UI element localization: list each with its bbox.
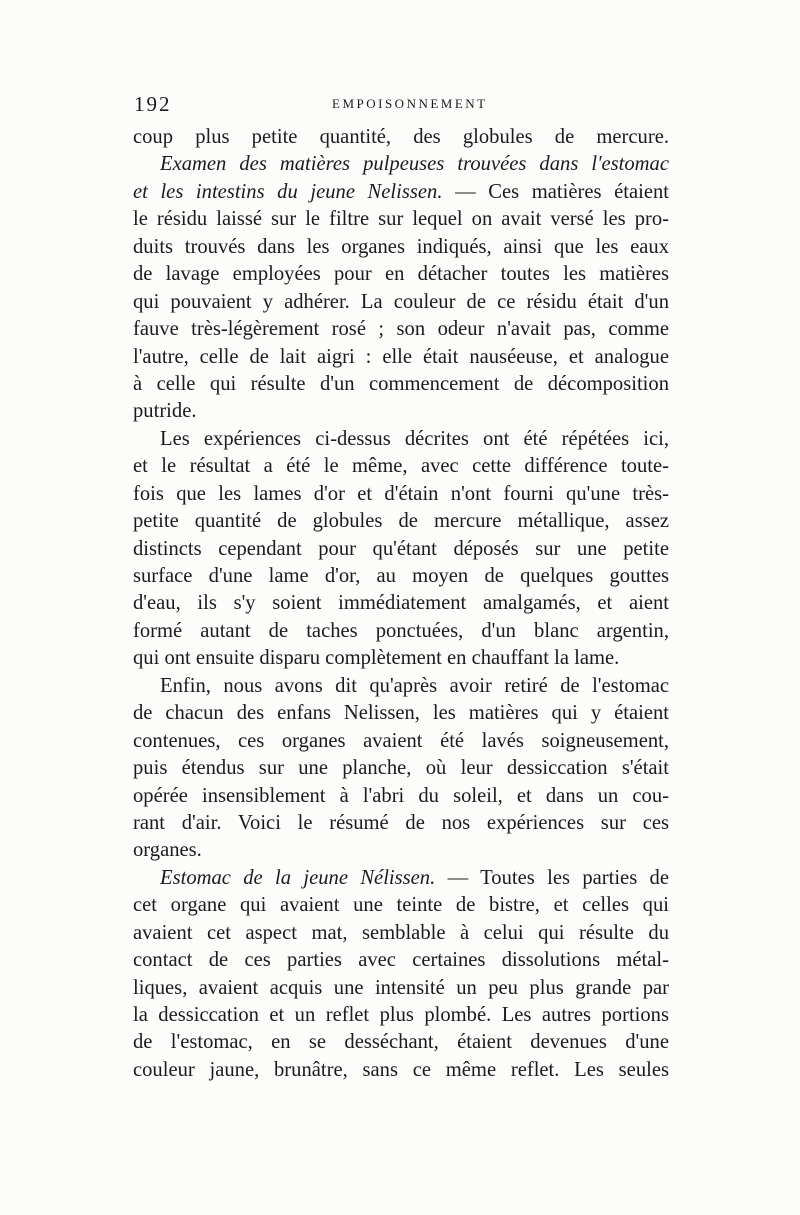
page-number: 192 xyxy=(134,92,172,116)
text-line: distincts cependant pour qu'étant déposés sur une petite xyxy=(133,537,669,560)
text-line: et le résultat a été le même, avec cette différence toute- xyxy=(133,455,669,478)
text-line: puis étendus sur une planche, où leur dessiccation s'était xyxy=(133,757,669,780)
text-line: couleur jaune, brunâtre, sans ce même reflet. Les seules xyxy=(133,1058,669,1081)
text-line: qui ont ensuite disparu complètement en chauffant la lame. xyxy=(133,647,620,670)
text-line: coup plus petite quantité, des globules de mercure. xyxy=(133,126,669,148)
text-line: avaient cet aspect mat, semblable à celui qui résulte du xyxy=(133,921,669,944)
text-fragment: — Toutes les parties de xyxy=(435,866,669,889)
text-line: l'autre, celle de lait aigri : elle était nauséeuse, et analogue xyxy=(133,345,669,368)
text-line: formé autant de taches ponctuées, d'un blanc argentin, xyxy=(133,619,669,642)
text-line: liques, avaient acquis une intensité un peu plus grande par xyxy=(133,976,669,999)
text-line: la dessiccation et un reflet plus plombé. Les autres portions xyxy=(133,1004,669,1026)
text-line: Examen des matières pulpeuses trouvées dans l'estomac xyxy=(160,153,669,176)
text-line: qui pouvaient y adhérer. La couleur de ce résidu était d'un xyxy=(133,290,669,313)
text-line: cet organe qui avaient une teinte de bistre, et celles qui xyxy=(133,894,669,917)
running-header xyxy=(134,92,668,114)
text-line: petite quantité de globules de mercure métallique, assez xyxy=(133,510,669,533)
text-line: organes. xyxy=(133,839,202,862)
text-line: de l'estomac, en se desséchant, étaient devenues d'une xyxy=(133,1031,669,1054)
text-line: fois que les lames d'or et d'étain n'ont fourni qu'une très- xyxy=(133,482,669,505)
text-line: opérée insensiblement à l'abri du soleil, et dans un cou- xyxy=(133,784,669,807)
section-heading: et les intestins du jeune Nelissen. xyxy=(133,180,443,203)
text-line: contenues, ces organes avaient été lavés soigneusement, xyxy=(133,729,669,752)
text-line xyxy=(133,865,669,892)
text-line: à celle qui résulte d'un commencement de décomposition xyxy=(133,372,669,395)
text-fragment: — Ces matières étaient xyxy=(442,180,670,203)
text-line: contact de ces parties avec certaines dissolutions métal- xyxy=(133,949,669,972)
text-line: Les expériences ci-dessus décrites ont été répétées ici, xyxy=(160,427,669,450)
text-line: Enfin, nous avons dit qu'après avoir retiré de l'estomac xyxy=(160,674,669,697)
text-line: fauve très-légèrement rosé ; son odeur n'avait pas, comme xyxy=(133,318,669,341)
text-line xyxy=(133,179,669,206)
text-line: d'eau, ils s'y soient immédiatement amalgamés, et aient xyxy=(133,592,669,615)
text-line: putride. xyxy=(133,400,197,423)
text-line: duits trouvés dans les organes indiqués, ainsi que les eaux xyxy=(133,235,669,258)
text-line: surface d'une lame d'or, au moyen de quelques gouttes xyxy=(133,565,669,587)
text-line: rant d'air. Voici le résumé de nos expériences sur ces xyxy=(133,811,669,834)
text-line: le résidu laissé sur le filtre sur lequel on avait versé les pro- xyxy=(133,208,669,231)
text-line: de chacun des enfans Nelissen, les matières qui y étaient xyxy=(133,702,669,725)
section-heading: Estomac de la jeune Nélissen. xyxy=(160,866,436,889)
body-text xyxy=(133,124,669,1084)
running-title: EMPOISONNEMENT xyxy=(332,96,488,111)
text-line: de lavage employées pour en détacher toutes les matières xyxy=(133,263,669,286)
